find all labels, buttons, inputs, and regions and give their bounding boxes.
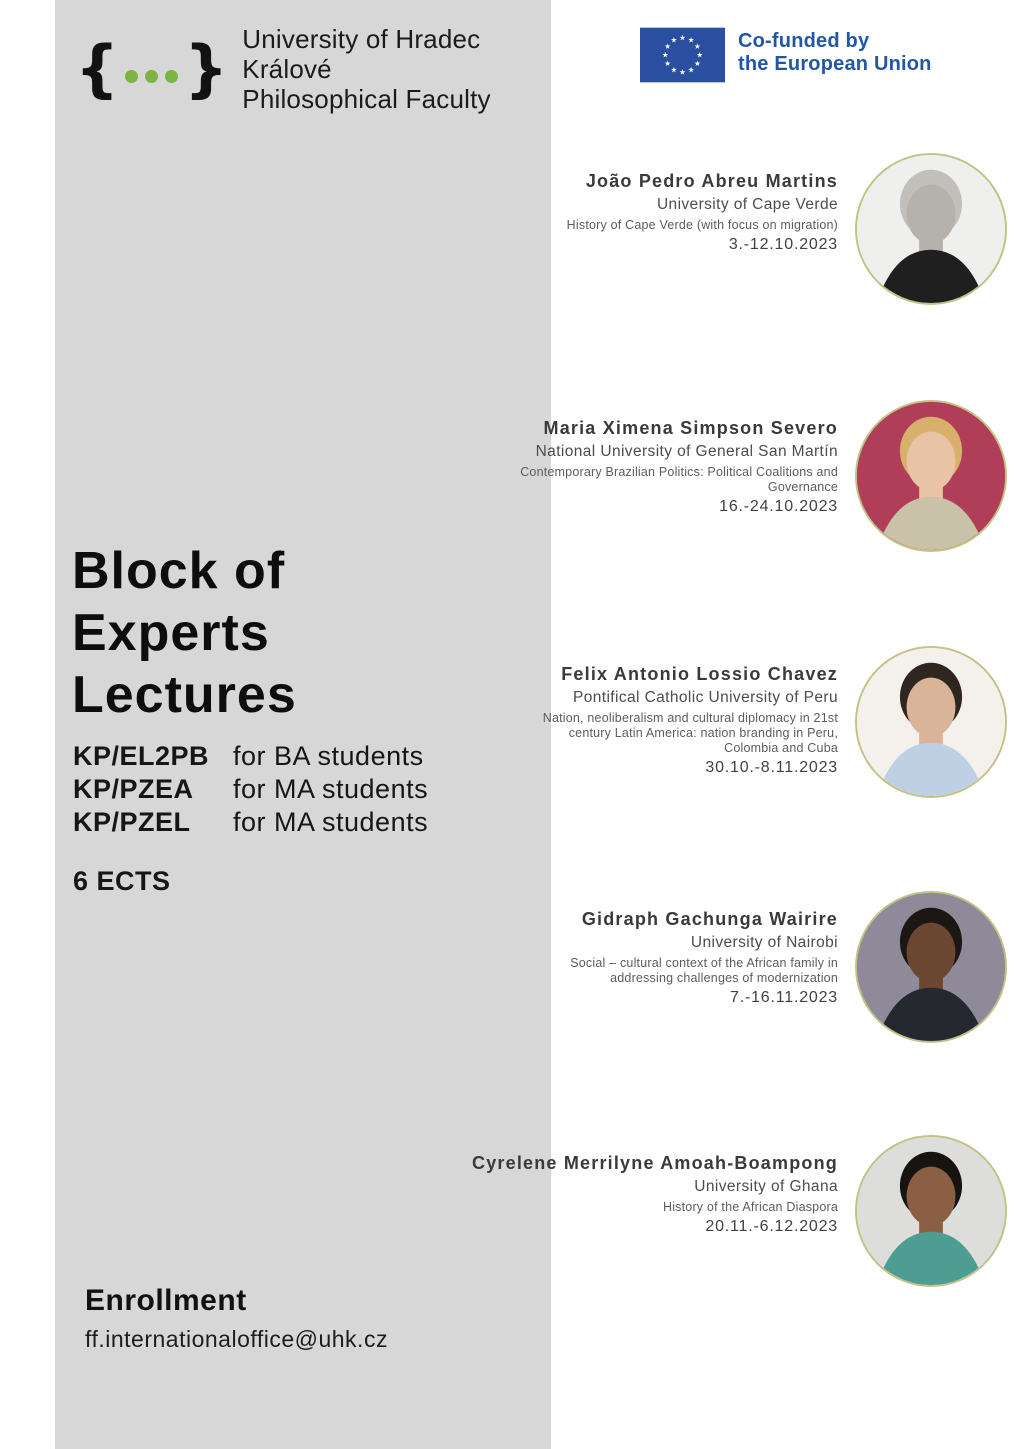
course-list [73, 740, 428, 839]
expert-info [518, 909, 838, 1007]
expert-dates: 3.-12.10.2023 [728, 236, 838, 253]
enrollment-heading: Enrollment [85, 1284, 247, 1317]
title-line2: Experts [72, 604, 270, 662]
expert-dates: 16.-24.10.2023 [719, 498, 838, 515]
expert-topic: Contemporary Brazilian Politics: Political Coalitions and Governance [520, 465, 838, 494]
person-avatar-icon [857, 893, 1005, 1041]
expert-photo [855, 153, 1007, 305]
course-audience: for MA students [233, 807, 429, 837]
expert-name: Cyrelene Merrilyne Amoah-Boampong [472, 1153, 838, 1173]
expert-topic: Social – cultural context of the African family in addressing challenges of modernization [570, 956, 838, 985]
logo-brace-right: } [184, 32, 229, 105]
person-avatar-icon [857, 155, 1005, 303]
expert-name: Felix Antonio Lossio Chavez [561, 664, 838, 684]
expert-photo [855, 891, 1007, 1043]
left-panel [55, 0, 551, 1449]
expert-university: University of Nairobi [690, 934, 838, 951]
course-audience: for MA students [233, 774, 429, 804]
title-line1: Block of [72, 542, 286, 600]
title-line3: Lectures [72, 666, 297, 724]
expert-university: University of Ghana [694, 1178, 838, 1195]
course-row [73, 806, 428, 839]
expert-dates: 7.-16.11.2023 [730, 989, 838, 1006]
expert-dates: 30.10.-8.11.2023 [705, 759, 838, 776]
enrollment-email: ff.internationaloffice@uhk.cz [85, 1326, 388, 1352]
logo-dots-icon [125, 70, 178, 83]
eu-label-line1: Co-funded by [738, 30, 870, 52]
university-name-line2: Philosophical Faculty [242, 84, 491, 114]
course-code: KP/EL2PB [73, 741, 210, 771]
expert-photo [855, 646, 1007, 798]
expert-university: Pontifical Catholic University of Peru [572, 689, 838, 706]
expert-photo [855, 1135, 1007, 1287]
expert-photo [855, 400, 1007, 552]
eu-label-line2: the European Union [738, 53, 932, 75]
eu-cofunded-badge [640, 27, 932, 83]
course-code: KP/PZEL [73, 807, 191, 837]
course-audience: for BA students [233, 741, 424, 771]
expert-name: Gidraph Gachunga Wairire [581, 909, 838, 929]
expert-info [518, 418, 838, 516]
university-logo [75, 24, 551, 114]
logo-brace-left: { [75, 32, 120, 105]
course-row [73, 773, 428, 806]
expert-university: University of Cape Verde [656, 196, 838, 213]
expert-dates: 20.11.-6.12.2023 [705, 1218, 838, 1235]
expert-info [518, 171, 838, 254]
expert-info [472, 1153, 838, 1236]
course-code: KP/PZEA [73, 774, 194, 804]
expert-topic: History of Cape Verde (with focus on migration) [566, 218, 838, 232]
expert-university: National University of General San Martín [535, 443, 838, 460]
ects-label: 6 ECTS [73, 866, 171, 896]
university-name [242, 24, 551, 114]
eu-cofunded-label [738, 30, 932, 76]
person-avatar-icon [857, 402, 1005, 550]
eu-flag-icon [640, 27, 725, 83]
university-name-line1: University of Hradec Králové [242, 24, 481, 84]
person-avatar-icon [857, 648, 1005, 796]
page-title [72, 540, 297, 726]
logo-braces-icon [75, 32, 229, 105]
expert-topic: Nation, neoliberalism and cultural diplomacy in 21st century Latin America: nation branding in Peru, Colombia and Cuba [542, 711, 838, 755]
expert-name: Maria Ximena Simpson Severo [543, 418, 838, 438]
expert-topic: History of the African Diaspora [662, 1200, 838, 1214]
expert-info [518, 664, 838, 777]
course-row [73, 740, 428, 773]
person-avatar-icon [857, 1137, 1005, 1285]
expert-name: João Pedro Abreu Martins [585, 171, 838, 191]
